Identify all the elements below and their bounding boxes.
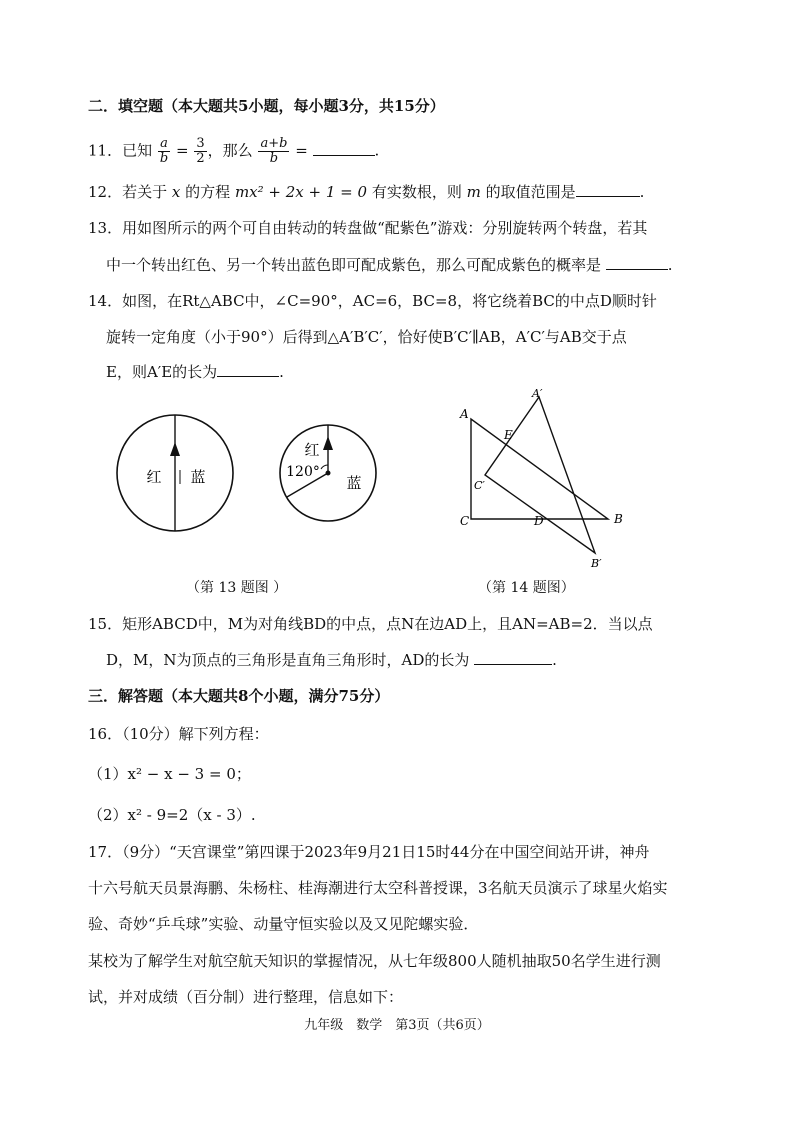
period: . [374,141,380,160]
question-text: 的取值范围是 [485,183,576,201]
figure-13-caption: （第 13 题图 ） [186,580,288,596]
right-red-label: 红 [304,441,320,459]
variable-x: x [171,183,181,201]
answer-blank[interactable] [606,255,668,270]
question-17-line-5: 试，并对成绩（百分制）进行整理，信息如下： [88,988,404,1006]
question-13-line-1: 13．用如图所示的两个可自由转动的转盘做“配紫色”游戏：分别旋转两个转盘，若其 [88,219,648,237]
label-e: E [504,428,513,442]
period: . [667,256,673,274]
question-11 [88,137,379,166]
label-c-prime: C′ [474,479,485,492]
figure-14-triangles [450,385,640,575]
answer-blank[interactable] [313,141,375,156]
question-17-line-4: 某校为了解学生对航空航天知识的掌握情况，从七年级800人随机抽取50名学生进行测 [88,952,661,970]
arrow-up-icon [323,436,333,450]
period: . [279,363,284,381]
angle-arc [321,465,328,469]
question-16-title: 16．（10分）解下列方程： [88,725,269,743]
triangle-a1b1c1 [485,397,595,553]
triangle-abc [471,419,608,519]
figure-13-spinners [110,400,380,550]
question-text: 若关于 [122,183,168,201]
arrow-up-icon [170,442,180,456]
section-3-heading: 三．解答题（本大题共8个小题，满分75分） [88,687,390,705]
question-number: 12． [88,183,123,201]
question-text: E，则A′E的长为 [106,363,218,381]
question-14-line-1: 14．如图，在Rt△ABC中，∠C=90°，AC=6，BC=8，将它绕着BC的中点D顺时针 [88,292,657,310]
question-16-part-1: （1）x² − x − 3 = 0； [88,765,251,783]
question-text: 中一个转出红色、另一个转出蓝色即可配成紫色，那么可配成紫色的概率是 [106,256,602,274]
question-text: 的方程 [185,183,231,201]
section-2-heading: 二．填空题（本大题共5小题，每小题3分，共15分） [88,97,445,115]
label-c: C [460,514,470,528]
right-blue-label: 蓝 [346,474,362,492]
question-17-line-2: 十六号航天员景海鹏、朱杨柱、桂海潮进行太空科普授课，3名航天员演示了球星火焰实 [88,879,668,897]
question-number: 11． [88,141,123,160]
fraction-a-plus-b-over-b: $\frac{a+b}{b}$ [260,136,288,166]
answer-blank[interactable] [474,650,552,665]
right-angle-label: 120° [286,464,320,480]
question-17-line-3: 验、奇妙“乒乓球”实验、动量守恒实验以及又见陀螺实验． [88,915,479,933]
question-15-line-2 [106,650,557,670]
question-text: 已知 [122,141,153,160]
left-blue-label: 蓝 [190,468,206,486]
question-15-line-1: 15．矩形ABCD中，M为对角线BD的中点，点N在边AD上，且AN=AB=2．当以点 [88,615,653,633]
question-text: ，那么 [207,141,253,160]
page-footer: 九年级 数学 第3页（共6页） [304,1018,490,1033]
answer-blank[interactable] [576,182,640,197]
fraction-a-over-b: $\frac{a}{b}$ [159,136,169,166]
answer-blank[interactable] [217,362,279,377]
question-13-line-2 [106,255,673,275]
period: . [552,651,557,669]
label-b-prime: B′ [591,557,602,570]
question-14-line-3 [106,362,284,382]
label-d: D [534,514,544,528]
equation: mx² + 2x + 1 = 0 [234,183,368,201]
label-a-prime: A′ [532,387,543,400]
period: . [639,183,645,201]
variable-m: m [466,183,481,201]
question-12 [88,182,644,202]
question-text: 有实数根，则 [371,183,462,201]
question-16-part-2: （2）x² - 9=2（x - 3）. [88,806,256,824]
equals-sign: = [295,141,308,160]
equals-sign: = [176,141,189,160]
label-a: A [460,407,469,421]
figure-14-caption: （第 14 题图） [478,580,575,596]
question-17-line-1: 17．（9分）“天宫课堂”第四课于2023年9月21日15时44分在中国空间站开讲，神舟 [88,843,650,861]
fraction-3-over-2: $\frac{3}{2}$ [196,136,205,166]
spinner-center-dot [326,471,331,476]
question-text: D，M，N为顶点的三角形是直角三角形时，AD的长为 [106,651,470,669]
label-b: B [614,512,623,526]
question-14-line-2: 旋转一定角度（小于90°）后得到△A′B′C′，恰好使B′C′∥AB，A′C′与AB交于点 [106,328,627,346]
left-red-label: 红 [146,468,162,486]
